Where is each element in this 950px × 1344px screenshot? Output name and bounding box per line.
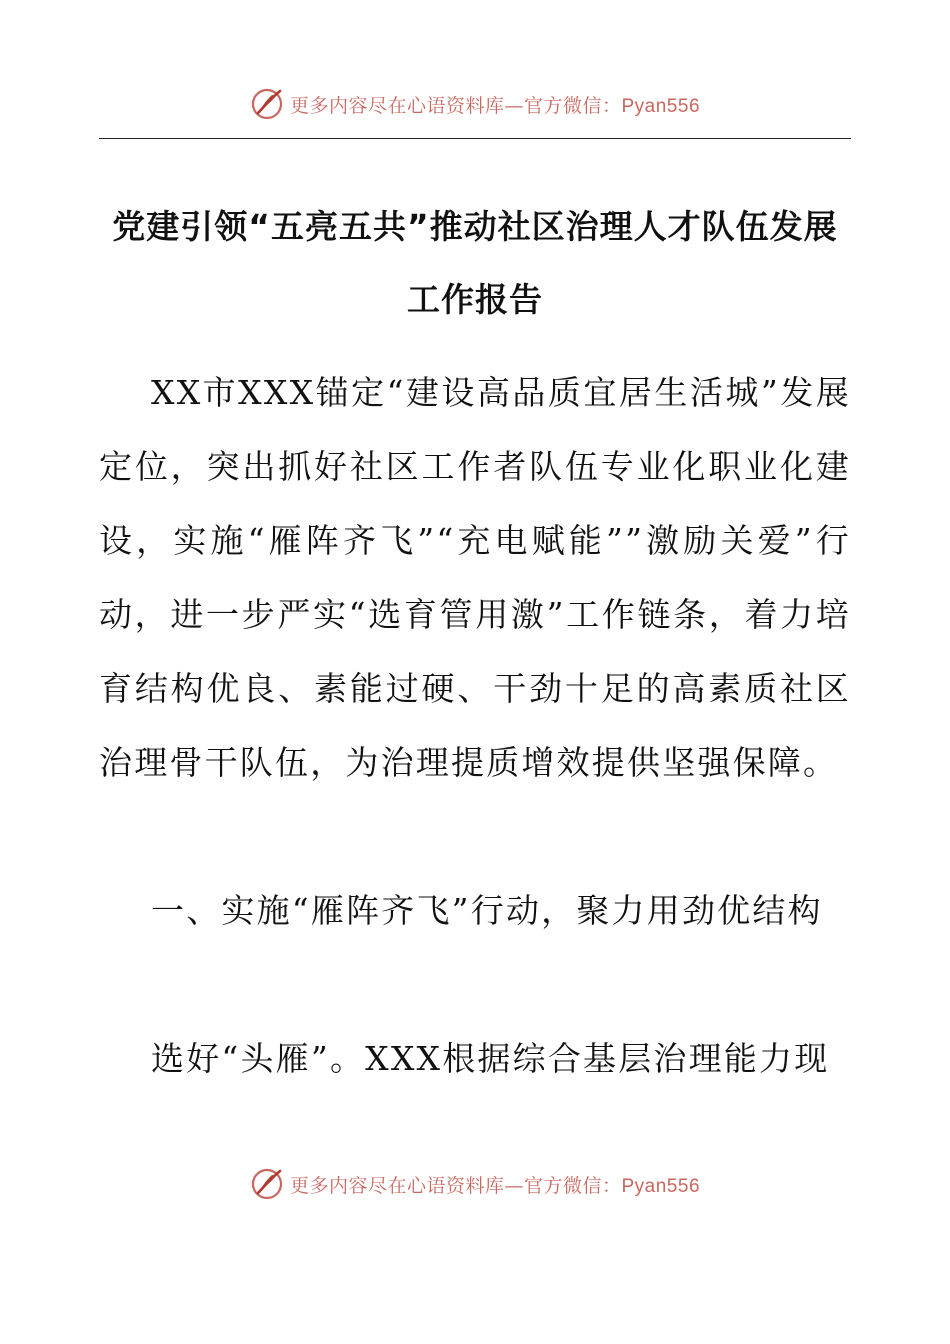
section-heading: 一、实施“雁阵齐飞”行动，聚力用劲优结构 xyxy=(151,891,823,930)
header-watermark xyxy=(0,82,950,126)
watermark-text: 更多内容尽在心语资料库—官方微信：Pyan556 xyxy=(289,1174,701,1197)
wechat-id: Pyan556 xyxy=(621,1175,701,1197)
watermark-text: 更多内容尽在心语资料库—官方微信：Pyan556 xyxy=(289,94,701,117)
section-paragraph: 选好“头雁”。XXX根据综合基层治理能力现 xyxy=(151,1039,830,1078)
footer-watermark xyxy=(0,1162,950,1206)
document-title: 党建引领“五亮五共”推动社区治理人才队伍发展工作报告 xyxy=(112,207,838,319)
intro-paragraph: XX市XXX锚定“建设高品质宜居生活城”发展定位，突出抓好社区工作者队伍专业化职业化建设，实施“雁阵齐飞”“充电赋能””激励关爱”行动，进一步严实“选育管用激”工作链条，着力培育结构优良、素能过硬、干劲十足的高素质社区治理骨干队伍，为治理提质增效提供坚强保障。 xyxy=(99,373,851,782)
wechat-id: Pyan556 xyxy=(621,95,701,117)
quill-logo-icon xyxy=(250,87,284,121)
quill-logo-icon xyxy=(250,1167,284,1201)
header-divider xyxy=(99,138,851,139)
